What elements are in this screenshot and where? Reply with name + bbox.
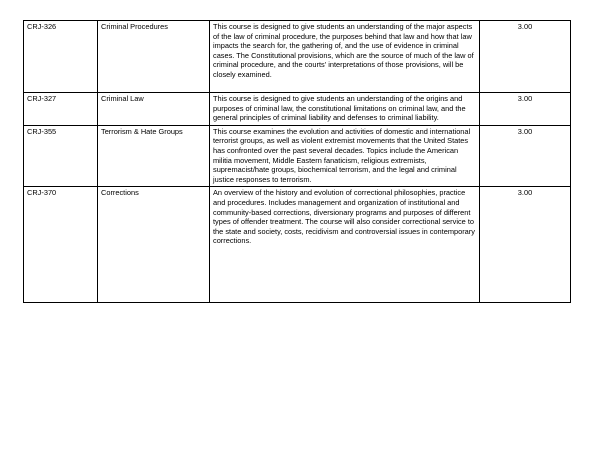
course-title: Corrections bbox=[98, 187, 210, 303]
course-credits: 3.00 bbox=[480, 21, 571, 93]
table-row bbox=[24, 21, 571, 93]
course-title: Criminal Law bbox=[98, 93, 210, 126]
course-title: Terrorism & Hate Groups bbox=[98, 125, 210, 187]
course-description: This course is designed to give students an understanding of the major aspects of the law of criminal procedure, the purposes behind that law and how that law impacts the search for, the gathering of, and the use of evidence in criminal cases. The Constitutional provisions, which are the source of much of the law of criminal procedure, and the courts' interpretations of those provisions, will be closely examined. bbox=[210, 21, 480, 93]
course-table bbox=[23, 20, 571, 303]
course-credits: 3.00 bbox=[480, 125, 571, 187]
course-code: CRJ-355 bbox=[24, 125, 98, 187]
course-credits: 3.00 bbox=[480, 93, 571, 126]
course-description: This course examines the evolution and activities of domestic and international terrorist groups, as well as violent extremist movements that the United States has confronted over the past several decades. Topics include the American militia movement, Middle Eastern fanaticism, religious extremists, supremacist/hate groups, biochemical terrorism, and the legal and criminal justice responses to terrorism. bbox=[210, 125, 480, 187]
course-title: Criminal Procedures bbox=[98, 21, 210, 93]
course-credits: 3.00 bbox=[480, 187, 571, 303]
course-code: CRJ-370 bbox=[24, 187, 98, 303]
course-code: CRJ-326 bbox=[24, 21, 98, 93]
table-row bbox=[24, 93, 571, 126]
course-description: This course is designed to give students an understanding of the origins and purposes of criminal law, the constitutional limitations on criminal law, and the general principles of criminal liability and defenses to criminal liability. bbox=[210, 93, 480, 126]
table-row bbox=[24, 187, 571, 303]
course-code: CRJ-327 bbox=[24, 93, 98, 126]
course-description: An overview of the history and evolution of correctional philosophies, practice and procedures. Includes management and organization of institutional and community-based corrections, diversionary programs and purposes of different types of offender treatment. The course will also consider correctional service to the state and society, costs, recidivism and controversial issues in contemporary corrections. bbox=[210, 187, 480, 303]
table-row bbox=[24, 125, 571, 187]
